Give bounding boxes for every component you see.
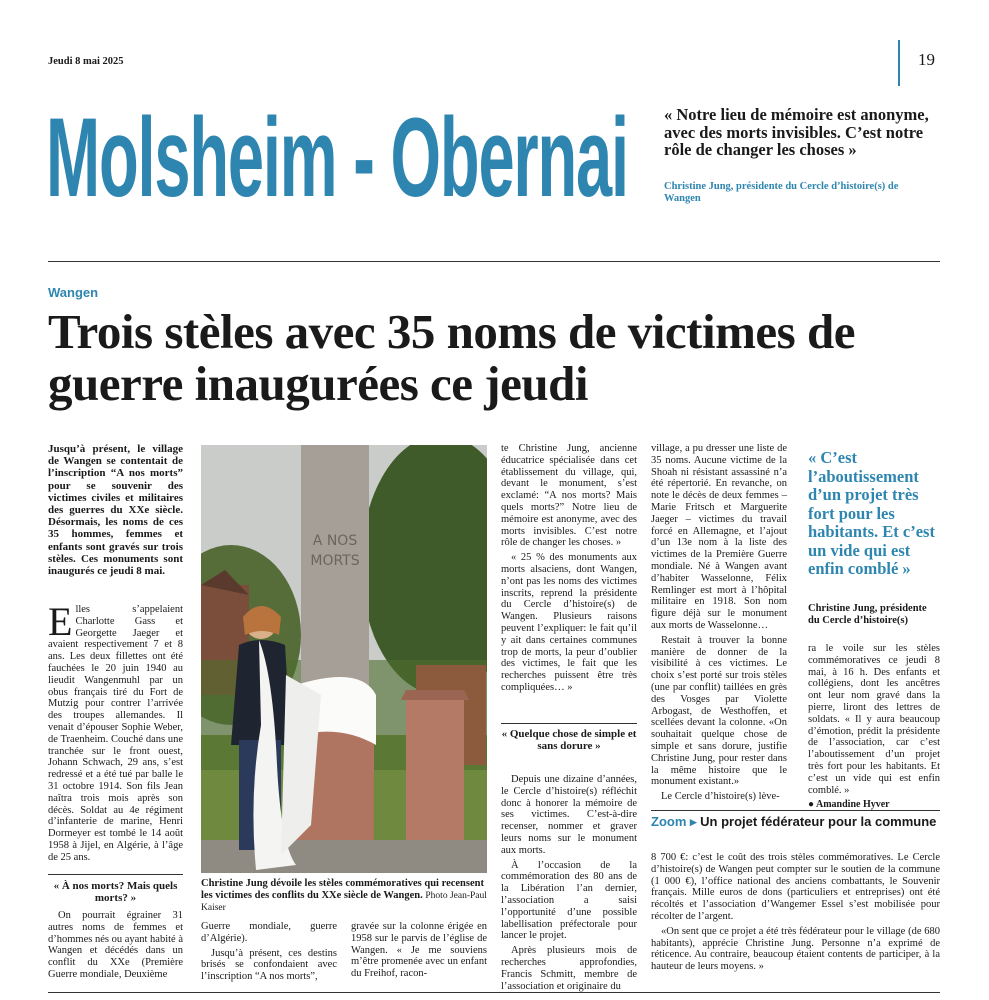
drop-cap: E [48,599,73,644]
zoom-rule [651,810,940,811]
article-author: ● Amandine Hyver [808,799,890,811]
col4-paragraph-1: village, a pu dresser une liste de 35 noms. Aucune victime de la Shoah ni résistant assassiné n’a été répertorié. En revanche, on note le décès de deux femmes – Marie Fritsch et Marguerite Jaeger – victimes du travail forcé en Allemagne, et l’ajout d’un 13e nom à la liste des victimes de la Première Guerre mondiale. Né à Wangen avant d’habiter Wasselonne, Félix Remlinger est mort à l’hôpital militaire en 1918. Son nom figure déjà sur le monument aux morts de Wasselonne… [651,443,787,631]
monument-photo-illustration [201,445,487,873]
col2a-paragraph-2: Jusqu’à présent, ces destins brisés se confondaient avec l’inscription “A nos morts”, [201,947,337,983]
column-1 [48,599,183,867]
column-2a [201,921,337,986]
header-rule [48,261,940,262]
article-lead: Jusqu’à présent, le village de Wangen se contentait de l’inscription “A nos morts” pour se souvenir des victimes civiles et militaires des guerres du XXe siècle. Désormais, les noms de ces 35 hommes, femmes et enfants sont gravés sur trois stèles. Ces monuments sont inaugurés ce jeudi 8 mai. [48,443,183,578]
col5-paragraph-1: ra le voile sur les stèles commémoratives ce jeudi 8 mai, à 16 h. Des enfants et collégiens, dont les ancêtres ont leur nom gravé dans la pierre, liront des lettres de soldats. « Il y aura beaucoup d’émotion, prédit la présidente de l’association, car c’est l’aboutissement d’un projet très fort pour les habitants. Et c’est un vide qui est enfin comblé. » [808,643,940,796]
header-divider [898,40,900,86]
zoom-paragraph-2: «On sent que ce projet a été très fédérateur pour le village (de 680 habitants), apprécie Christine Jung. Personne n’a exprimé de réticence. Au contraire, beaucoup étaient contents de participer, à la hauteur de leurs moyens. » [651,925,940,973]
col3-paragraph-4: À l’occasion de la commémoration des 80 ans de la Libération l’an dernier, l’association a saisi l’opportunité d’une possible labellisation préfectorale pour lancer le projet. [501,859,637,942]
col4-paragraph-3: Le Cercle d’histoire(s) lève- [661,791,780,803]
monument-inscription: A NOS [312,533,358,549]
page-number: 19 [918,50,935,69]
header-quote-source: Christine Jung, présidente du Cercle d’histoire(s) de Wangen [664,181,899,204]
footer-rule [48,992,940,993]
photo-caption-text: Christine Jung dévoile les stèles commémoratives qui recensent les victimes des conflits du XXe siècle de Wangen. [201,878,484,901]
article-headline: Trois stèles avec 35 noms de victimes de guerre inaugurées ce jeudi [48,304,855,411]
issue-date: Jeudi 8 mai 2025 [48,56,124,67]
photo-caption [201,878,487,914]
zoom-header [651,815,940,829]
column-1-continued [48,910,183,984]
pull-quote: « C’est l’aboutissement d’un projet très fort pour les habitants. Et c’est un vide qui est enfin comblé » [808,448,935,578]
zoom-paragraph-1: 8 700 €: c’est le coût des trois stèles commémoratives. Le Cercle d’histoire(s) de Wangen peut compter sur le soutien de la commune (1 000 €), l’office national des anciens combattants, le Souvenir français. Mille euros de dons (particuliers et entreprises) ont été récoltés et l’association d’Wangemer Essel s’est mobilisée pour récolter de l’argent. [651,852,940,922]
col1-paragraph-1: lles s’appelaient Charlotte Gass et Georgette Jaeger et avaient respectivement 7 et 8 ans. Les deux fillettes ont été fauchées le 20 juin 1940 au lieudit Wangenmuhl par un obus français tiré du Fort de Mutzig pour contrer l’arrivée des troupes allemandes. Il venait d’épouser Sophie Weber, de Traenheim. Couché dans une tranchée sur le front ouest, Johann Schwach, 29 ans, s’est redressé et a été tué par balle le 31 octobre 1914. Son fils Jean naîtra trois mois après son décès. Soldat au 4e régiment d’infanterie de marine, Henri Dormeyer est tombé le 14 août 1958 à Jijel, en Algérie, à l’âge de 25 ans. [48,604,183,863]
col3-paragraph-1: te Christine Jung, ancienne éducatrice spécialisée dans cet établissement du village, qui, devant le monument, s’est exclamé: “A nos morts? Mais quels morts?” Notre lieu de mémoire est anonyme, avec des morts invisibles. C’est notre rôle de changer les choses. » [501,443,637,549]
subhead-quote-2: « Quelque chose de simple et sans dorure » [501,723,637,752]
zoom-body [651,852,940,976]
col3-paragraph-3: Depuis une dizaine d’années, le Cercle d’histoire(s) réfléchit donc à honorer la mémoire de ses victimes. C’est-à-dire recenser, nommer et graver leurs noms sur le monument aux morts. [501,774,637,856]
section-title: Molsheim - Obernai [46,95,628,220]
column-5 [808,643,940,814]
col3-paragraph-5: Après plusieurs mois de recherches approfondies, Francis Schmitt, membre de l’association et originaire du [501,945,637,992]
col2b-paragraph-1: gravée sur la colonne érigée en 1958 sur le parvis de l’église de Wangen. « Je me souviens m’être promenée avec un enfant du Freihof, racon- [351,921,487,980]
subhead-quote-1: « À nos morts? Mais quels morts? » [48,874,183,904]
svg-text:MORTS: MORTS [310,553,360,569]
photo-credit: Photo Jean-Paul Kaiser [201,891,487,913]
header-quote: « Notre lieu de mémoire est anonyme, avec des morts invisibles. C’est notre rôle de changer les choses » [664,105,929,159]
article-kicker: Wangen [48,285,99,300]
col4-paragraph-2: Restait à trouver la bonne manière de donner de la visibilité à ces victimes. Le choix s’est porté sur trois stèles (une par conflit) taillées en grès des Vosges par Violette Arbogast, de Westhoffen, et scellées devant la colonne. «On souhaitait quelque chose de simple et sans dorure, justifie Christine Jung, pour rester dans la même histoire que le monument existant.» [651,634,787,788]
col2a-paragraph-1: Guerre mondiale, guerre d’Algérie). [201,921,337,944]
zoom-kicker: Zoom ▸ [651,814,697,829]
column-3-continued [501,774,637,995]
col1-paragraph-2: On pourrait égrainer 31 autres noms de femmes et d’hommes nés ou ayant habité à Wangen et décédés dans un conflit du XXe (Première Guerre mondiale, Deuxième [48,910,184,980]
column-3 [501,443,637,697]
column-2b [351,921,487,983]
column-4 [651,443,787,806]
zoom-title: Un projet fédérateur pour la commune [700,814,937,829]
article-photo [201,445,487,873]
pull-quote-source: Christine Jung, présidente du Cercle d’histoire(s) [808,603,927,626]
col3-paragraph-2: « 25 % des monuments aux morts alsaciens, dont Wangen, n’ont pas les noms des victimes inscrits, reprend la présidente du Cercle d’histoire(s) de Wangen. Plusieurs raisons peuvent l’expliquer: le fait qu’il y ait dans certaines communes trop de morts, la peur d’oublier des victimes, le fait que les recherches puissent être très compliquées… » [501,552,637,693]
